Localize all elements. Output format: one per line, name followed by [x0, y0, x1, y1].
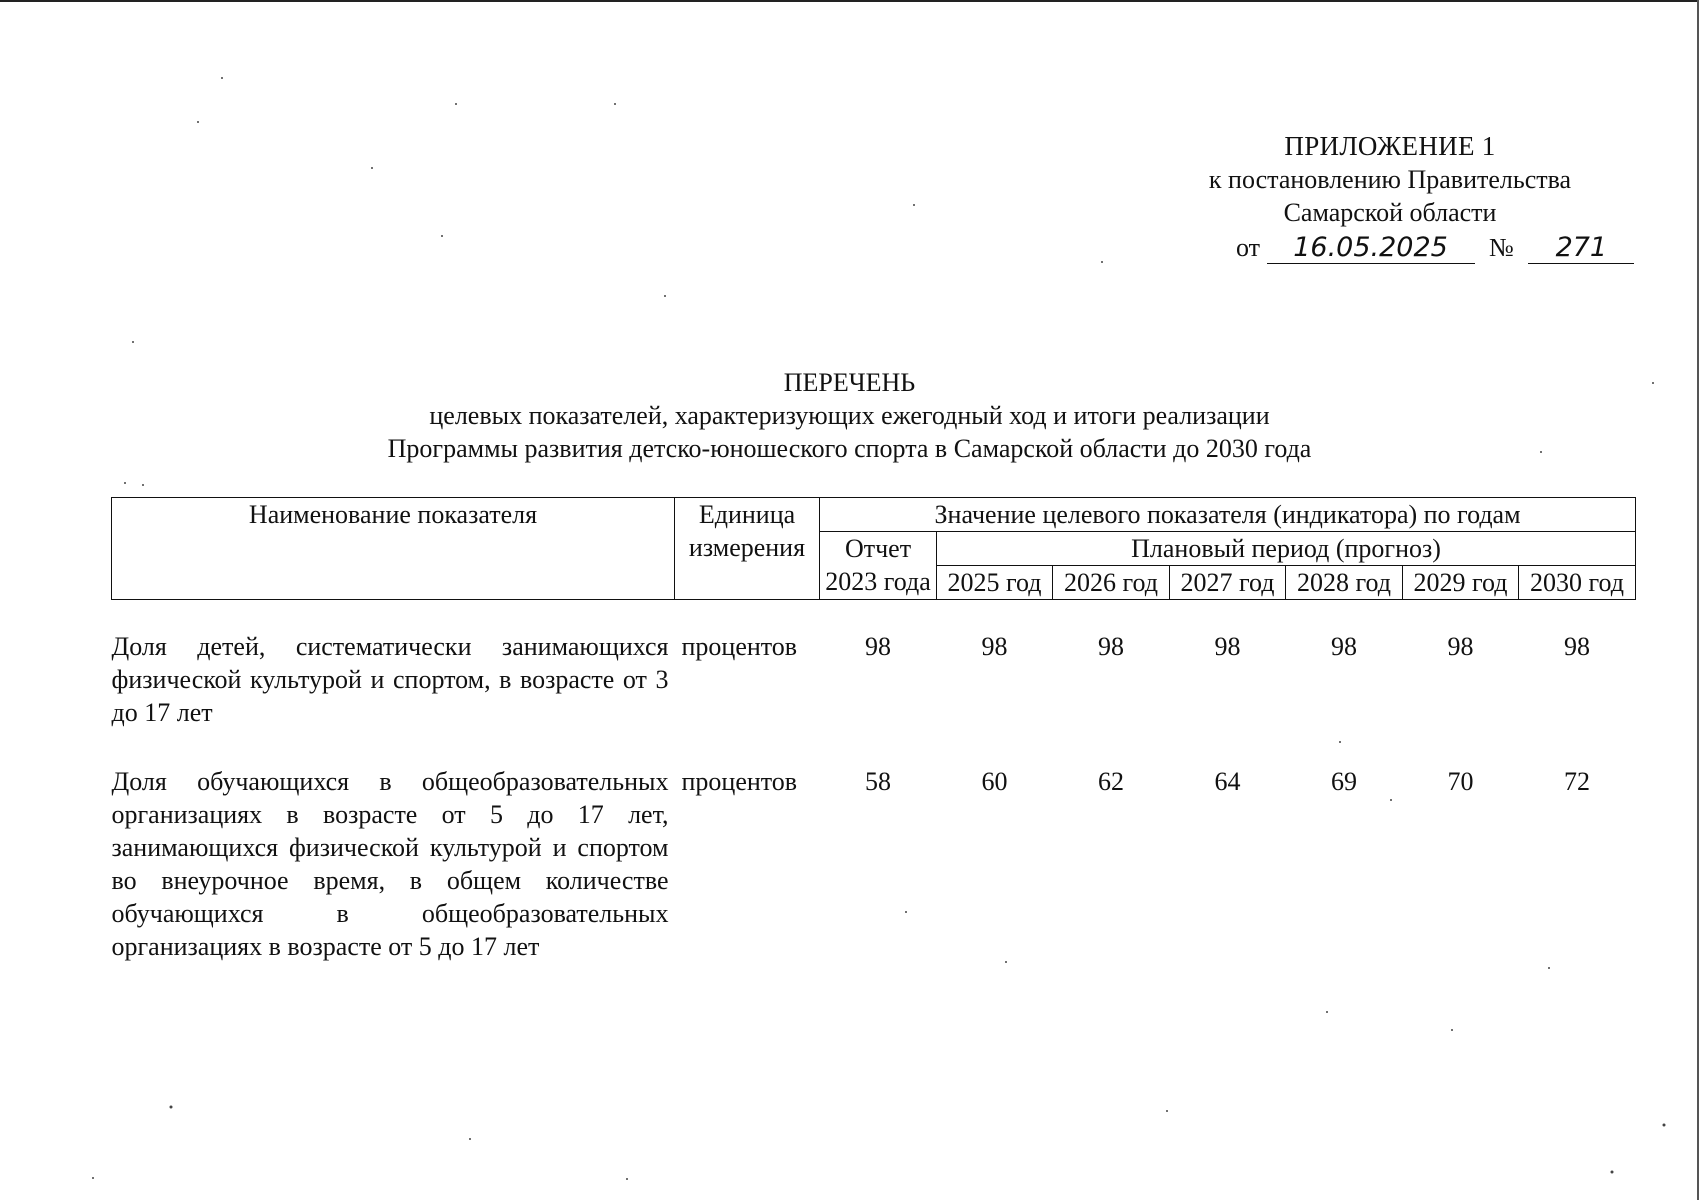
value-2028: 69 — [1331, 767, 1357, 796]
value-2029: 98 — [1447, 632, 1474, 661]
value-2027: 64 — [1214, 767, 1241, 796]
header-value-group: Значение целевого показателя (индикатора) по годам — [820, 498, 1636, 532]
indicator-unit: процентов — [681, 632, 798, 661]
header-unit: Единица измерения — [675, 498, 820, 600]
header-year-2027: 2027 год — [1170, 566, 1286, 600]
appendix-line-2: Самарской области — [1283, 198, 1497, 227]
value-2030: 98 — [1564, 632, 1591, 661]
heading-line-2: Программы развития детско-юношеского спорта в Самарской области до 2030 года — [387, 434, 1312, 463]
header-year-2028: 2028 год — [1286, 566, 1403, 600]
indicator-unit: процентов — [681, 767, 798, 796]
value-2026: 62 — [1098, 767, 1124, 796]
heading-title: ПЕРЕЧЕНЬ — [783, 368, 916, 397]
indicator-name: Доля детей, систематически занимающихся физической культурой и спортом, в возрасте от 3 до 17 лет — [111, 632, 669, 727]
header-report-2023: Отчет 2023 года — [820, 532, 937, 600]
value-2026: 98 — [1098, 632, 1124, 661]
header-year-2030: 2030 год — [1519, 566, 1636, 600]
value-2029: 70 — [1447, 767, 1474, 796]
header-year-2025: 2025 год — [937, 566, 1053, 600]
appendix-title: ПРИЛОЖЕНИЕ 1 — [1284, 131, 1496, 161]
from-label: от — [1236, 233, 1261, 262]
value-2025: 98 — [981, 632, 1008, 661]
handwritten-number: 271 — [1528, 233, 1634, 264]
handwritten-date: 16.05.2025 — [1267, 233, 1475, 264]
value-2023: 98 — [865, 632, 891, 661]
header-indicator-name: Наименование показателя — [112, 498, 675, 600]
value-2030: 72 — [1564, 767, 1591, 796]
value-2028: 98 — [1331, 632, 1357, 661]
header-plan-period: Плановый период (прогноз) — [937, 532, 1636, 566]
header-year-2026: 2026 год — [1053, 566, 1170, 600]
indicator-name: Доля обучающихся в общеобразовательных организациях в возрасте от 5 до 17 лет, занимающихся физической культурой и спортом во внеурочное время, в общем количестве обучающихся в общеобразовательных организациях в возрасте от 5 до 17 лет — [111, 767, 669, 961]
header-year-2029: 2029 год — [1403, 566, 1519, 600]
heading-line-1: целевых показателей, характеризующих ежегодный ход и итоги реализации — [429, 401, 1270, 430]
value-2025: 60 — [981, 767, 1008, 796]
value-2027: 98 — [1214, 632, 1241, 661]
value-2023: 58 — [865, 767, 891, 796]
number-label: № — [1489, 233, 1514, 262]
appendix-line-1: к постановлению Правительства — [1208, 165, 1572, 194]
